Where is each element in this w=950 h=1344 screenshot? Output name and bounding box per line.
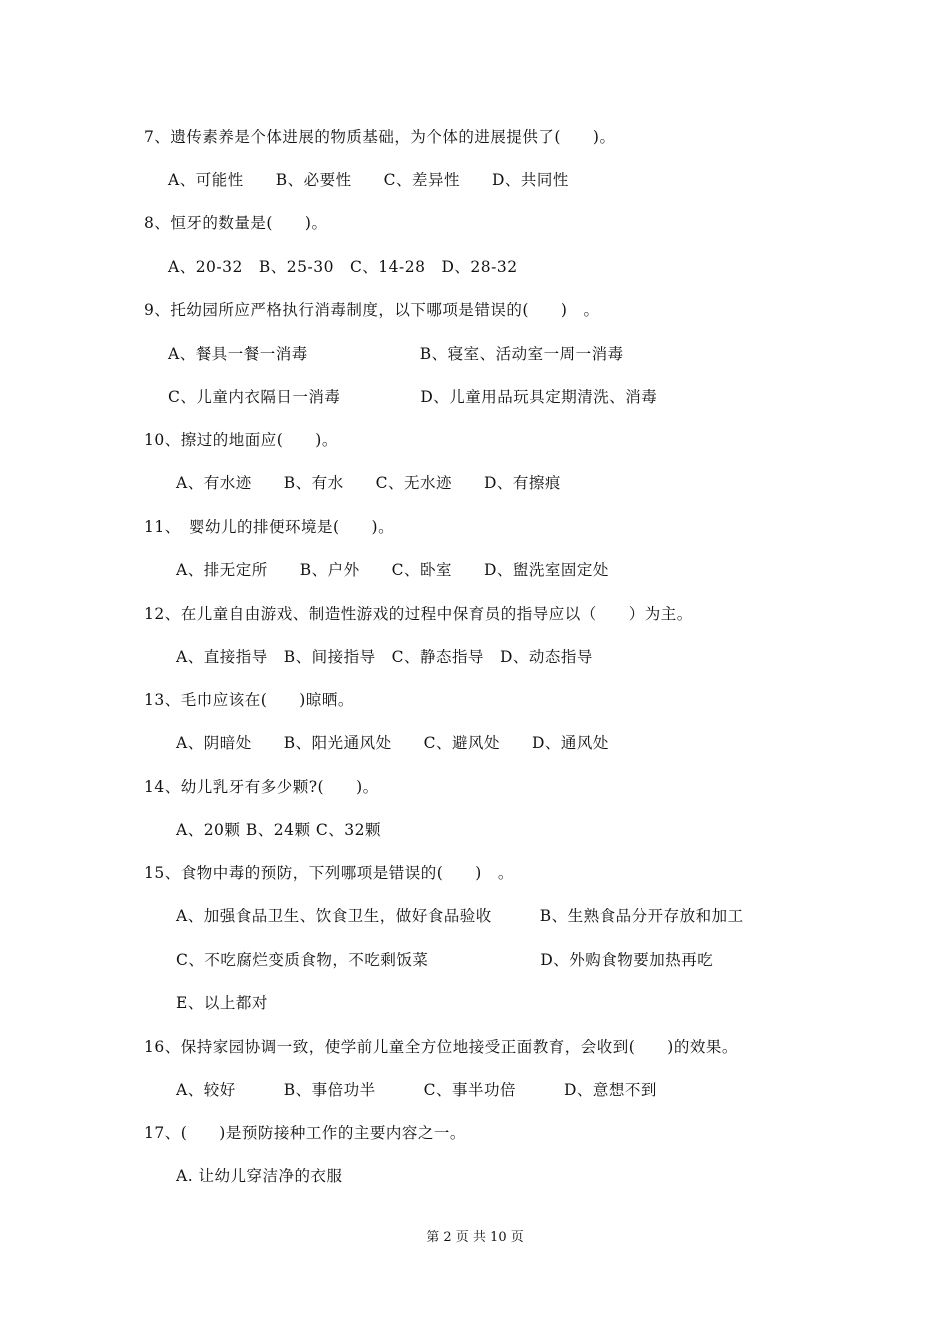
question-stem: 9、托幼园所应严格执行消毒制度，以下哪项是错误的( ) 。 xyxy=(144,301,600,319)
question-options: C、不吃腐烂变质食物，不吃剩饭菜 D、外购食物要加热再吃 xyxy=(176,951,714,969)
question-options: A、直接指导 B、间接指导 C、静态指导 D、动态指导 xyxy=(176,648,593,666)
question-stem: 11、 婴幼儿的排便环境是( )。 xyxy=(144,518,395,536)
question-stem: 15、食物中毒的预防，下列哪项是错误的( ) 。 xyxy=(144,864,514,882)
question-options: E、以上都对 xyxy=(176,994,268,1012)
question-options: A、较好 B、事倍功半 C、事半功倍 D、意想不到 xyxy=(176,1081,657,1099)
question-options: A、餐具一餐一消毒 B、寝室、活动室一周一消毒 xyxy=(168,345,624,363)
question-stem: 13、毛巾应该在( )晾晒。 xyxy=(144,691,354,709)
question-options: A、可能性 B、必要性 C、差异性 D、共同性 xyxy=(168,171,569,189)
page-footer: 第 2 页 共 10 页 xyxy=(426,1230,524,1245)
question-options: C、儿童内衣隔日一消毒 D、儿童用品玩具定期清洗、消毒 xyxy=(168,388,658,406)
question-stem: 12、在儿童自由游戏、制造性游戏的过程中保育员的指导应以（ ）为主。 xyxy=(144,605,693,623)
question-options: A、20颗 B、24颗 C、32颗 xyxy=(176,821,381,839)
question-stem: 14、幼儿乳牙有多少颗?( )。 xyxy=(144,778,379,796)
question-options: A. 让幼儿穿洁净的衣服 xyxy=(176,1167,343,1185)
question-stem: 7、遗传素养是个体进展的物质基础，为个体的进展提供了( )。 xyxy=(144,128,616,146)
question-options: A、阴暗处 B、阳光通风处 C、避风处 D、通风处 xyxy=(176,734,609,752)
question-stem: 16、保持家园协调一致，使学前儿童全方位地接受正面教育，会收到( )的效果。 xyxy=(144,1038,738,1056)
question-options: A、有水迹 B、有水 C、无水迹 D、有擦痕 xyxy=(176,474,561,492)
question-options: A、排无定所 B、户外 C、卧室 D、盥洗室固定处 xyxy=(176,561,609,579)
question-options: A、加强食品卫生、饮食卫生，做好食品验收 B、生熟食品分开存放和加工 xyxy=(176,907,744,925)
question-options: A、20-32 B、25-30 C、14-28 D、28-32 xyxy=(168,258,518,276)
question-stem: 8、恒牙的数量是( )。 xyxy=(144,214,328,232)
question-stem: 10、擦过的地面应( )。 xyxy=(144,431,338,449)
question-stem: 17、( )是预防接种工作的主要内容之一。 xyxy=(144,1124,466,1142)
